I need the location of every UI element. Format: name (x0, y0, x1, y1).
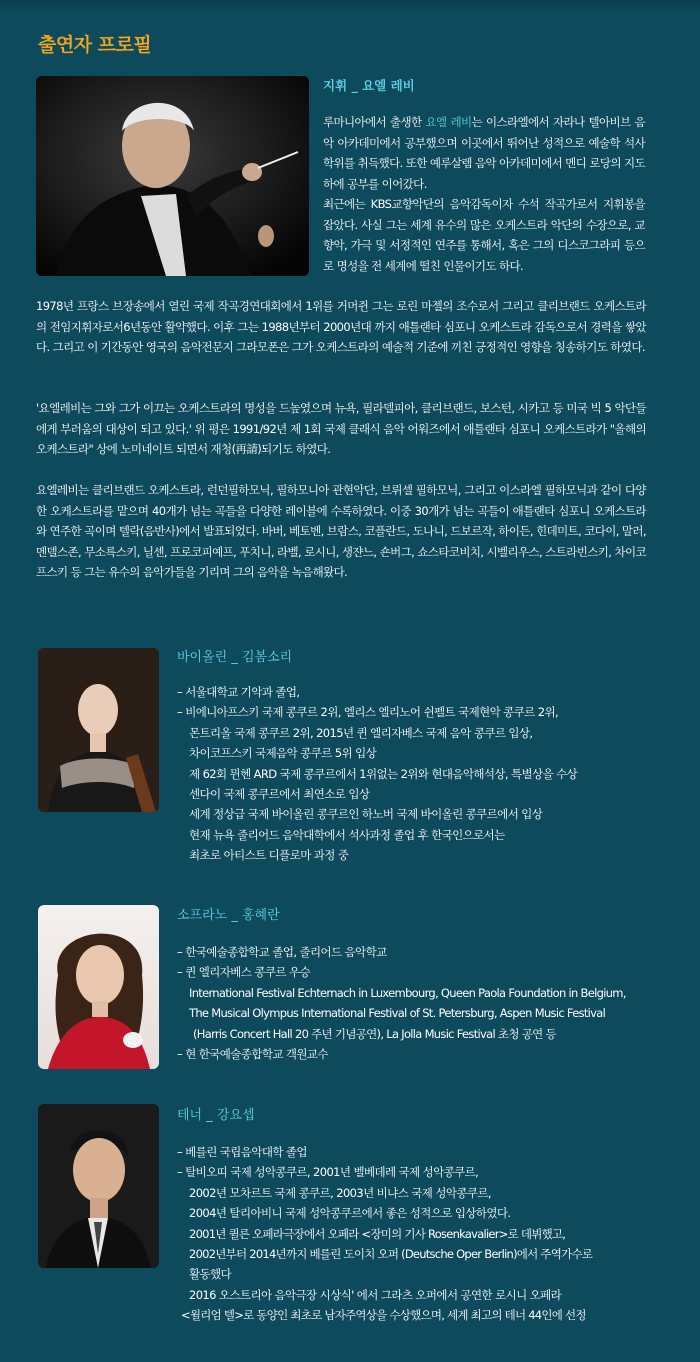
list-item: 2002년 모차르트 국제 콩쿠르, 2003년 비냐스 국제 성악콩쿠르, (189, 1185, 491, 1200)
list-item: 2016 오스트리아 음악극장 시상식' 에서 그라츠 오퍼에서 공연한 로시니 오페라 (189, 1287, 562, 1302)
list-item: – 탈비오띠 국제 성악콩쿠르, 2001년 벨베데레 국제 성악콩쿠르, (177, 1165, 479, 1180)
list-item: 몬트리올 국제 콩쿠르 2위, 2015년 퀸 엘리자베스 국제 음악 콩쿠르 입상, (189, 725, 533, 740)
top-shadow (0, 0, 700, 14)
tenor-bio-list (177, 1142, 592, 1326)
conductor-paragraph-quote: '요엘레비는 그와 그가 이끄는 오케스트라의 명성을 드높였으며 뉴욕, 필라델피아, 클리브랜드, 보스턴, 시카고 등 미국 빅 5 악단들에게 부러움의 대상이 되고 있다.' 위 평은 1991/92년 제 1회 국제 클래식 음악 어워즈에서 애틀랜타 심포니 오케스트라가 "올해의 오케스트라" 상에 노미네이트 되면서 재청(再請)되기도 하였다. (36, 401, 646, 456)
list-item: (Harris Concert Hall 20 주년 기념공연), La Jolla Music Festival 초청 공연 등 (193, 1026, 556, 1041)
tenor-heading: 테너 _ 강요셉 (177, 1108, 255, 1123)
soprano-heading: 소프라노 _ 홍혜란 (177, 908, 280, 923)
page-title: 출연자 프로필 (38, 34, 152, 56)
violinist-bio-list (177, 682, 577, 866)
list-item: – 한국예술종합학교 졸업, 줄리어드 음악학교 (177, 945, 387, 959)
list-item: – 서울대학교 기악과 졸업, (177, 685, 300, 699)
conductor-intro-rest: 는 이스라엘에서 자라나 텔아비브 음악 아카데미에서 공부했으며 이곳에서 뛰어난 성적으로 예술학 석사학위를 취득했다. 또한 예루살렘 음악 아카데미에서 멘디 로당의 지도하에 공부를 이어갔다. (323, 115, 645, 191)
conductor-paragraph-career: 1978년 프랑스 브장송에서 열린 국제 작곡경연대회에서 1위를 거머쥔 그는 로린 마젤의 조수로서 그리고 클리브랜드 오케스트라의 전임지휘자로서6년동안 활약했다. 이후 그는 1988년부터 2000년대 까지 애틀랜타 심포니 오케스트라 감독으로서 경력을 쌓았다. 그리고 이 기간동안 영국의 음악전문지 그라모폰은 그가 오케스트라의 예술적 기준에 끼친 긍정적인 영향을 칭송하기도 하였다. (36, 299, 646, 354)
conductor-photo (36, 76, 309, 276)
conductor-intro-start: 루마니아에서 출생한 (323, 115, 426, 129)
list-item: 2001년 퀼른 오페라극장에서 오페라 <장미의 기사 Rosenkavalier>로 데뷔했고, (189, 1226, 566, 1241)
soprano-photo (38, 905, 159, 1069)
list-item: 센다이 국제 콩쿠르에서 최연소로 입상 (189, 787, 370, 802)
list-item: – 비에니아프스키 국제 콩쿠르 2위, 엘리스 엘리노어 쉰펠트 국제현악 콩쿠르 2위, (177, 705, 559, 720)
violinist-photo (38, 648, 159, 812)
conductor-heading: 지휘 _ 요엘 레비 (323, 78, 415, 93)
conductor-intro (323, 112, 645, 276)
tenor-photo (38, 1104, 159, 1268)
list-item: – 베를린 국립음악대학 졸업 (177, 1145, 307, 1159)
conductor-name-highlight: 요엘 레비 (425, 115, 472, 129)
list-item: 세계 정상급 국제 바이올린 콩쿠르인 하노버 국제 바이올린 콩쿠르에서 입상 (189, 807, 543, 822)
list-item: – 퀸 엘리자베스 콩쿠르 우승 (177, 965, 310, 980)
conductor-paragraph-recordings: 요엘레비는 클리브랜드 오케스트라, 런던필하모닉, 필하모니아 관현악단, 브뤼셀 필하모닉, 그리고 이스라엘 필하모닉과 같이 다양한 오케스트라를 맡으며 40개가 넘는 곡들을 다양한 레이블에 수록하였다. 이중 30개가 넘는 곡들이 애틀랜타 심포니 오케스트라와 연주한 곡이며 텔락(음반사)에서 발표되었다. 바버, 베토벤, 브람스, 코플란드, 도나니, 드보르작, 하이든, 힌데미트, 코다이, 말러, 멘델스존, 무소륵스키, 닐센, 프로코피예프, 푸치니, 라벨, 로시니, 생쟌느, 숀버그, 쇼스타코비치, 시벨리우스, 스트라빈스키, 차이코프스키 등 그는 유수의 음악가들을 기리며 그의 음악을 녹음해왔다. (36, 483, 646, 579)
list-item: International Festival Echternach in Luxembourg, Queen Paola Foundation in Belgium, (189, 985, 626, 1000)
list-item: 차이코프스키 국제음악 콩쿠르 5위 입상 (189, 746, 377, 761)
list-item: – 현 한국예술종합학교 객원교수 (177, 1047, 328, 1062)
list-item: 활동했다 (189, 1267, 232, 1282)
conductor-intro-recent: 최근에는 KBS교향악단의 음악감독이자 수석 작곡가로서 지휘봉을 잡았다. 사실 그는 세계 유수의 많은 오케스트라 악단의 수장으로, 교향악, 가극 및 서정적인 연주를 통해서, 혹은 그의 디스코그라피 등으로 명성을 전 세계에 떨친 인물이기도 하다. (323, 197, 645, 273)
list-item: 2004년 탈리아비니 국제 성악콩쿠르에서 좋은 성적으로 입상하였다. (189, 1206, 511, 1221)
list-item: 최초로 아티스트 디플로마 과정 중 (189, 848, 349, 863)
list-item: 제 62회 뮌헨 ARD 국제 콩쿠르에서 1위없는 2위와 현대음악해석상, 특별상을 수상 (189, 766, 578, 781)
list-item: 2002년부터 2014년까지 베를린 도이치 오퍼 (Deutsche Oper Berlin)에서 주역가수로 (189, 1247, 593, 1262)
list-item: The Musical Olympus International Festival of St. Petersburg, Aspen Music Festival (189, 1006, 606, 1021)
soprano-bio-list (177, 942, 626, 1064)
list-item: 현재 뉴욕 줄리어드 음악대학에서 석사과정 졸업 후 한국인으로서는 (189, 827, 505, 842)
violinist-heading: 바이올린 _ 김봄소리 (177, 650, 293, 665)
list-item: <윌리엄 텔>로 동양인 최초로 남자주역상을 수상했으며, 세계 최고의 테너 44인에 선정 (181, 1308, 586, 1323)
